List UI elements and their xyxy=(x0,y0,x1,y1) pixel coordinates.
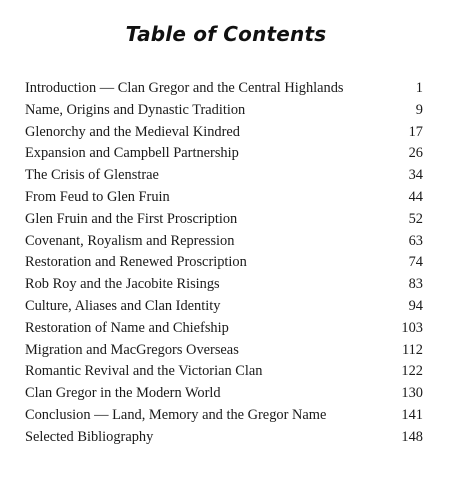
toc-entry-title: Glenorchy and the Medieval Kindred xyxy=(25,123,240,140)
toc-entry-page-number: 17 xyxy=(408,123,423,140)
toc-entry-page-number: 1 xyxy=(415,80,423,96)
toc-entry-title: Migration and MacGregors Overseas xyxy=(25,341,239,358)
toc-entry[interactable] xyxy=(25,274,423,296)
toc-entry-page-number: 83 xyxy=(408,276,423,293)
toc-entry[interactable] xyxy=(25,296,423,318)
toc-entry[interactable] xyxy=(25,405,423,427)
toc-entry[interactable] xyxy=(25,252,423,274)
toc-entry-title: From Feud to Glen Fruin xyxy=(25,188,170,205)
toc-entry-page-number: 130 xyxy=(401,385,423,402)
toc-entry[interactable] xyxy=(25,318,423,340)
toc-entry[interactable] xyxy=(25,122,423,144)
toc-entry-page-number: 34 xyxy=(408,167,423,184)
toc-entry[interactable] xyxy=(25,340,423,362)
toc-entry-title: Conclusion — Land, Memory and the Gregor Name xyxy=(25,406,327,423)
toc-entry-page-number: 52 xyxy=(408,210,423,227)
toc-entry-page-number: 94 xyxy=(408,297,423,314)
toc-entry-title: Clan Gregor in the Modern World xyxy=(25,385,221,402)
toc-entry[interactable] xyxy=(25,143,423,165)
toc-entry-page-number: 44 xyxy=(408,188,423,205)
toc-entry-page-number: 9 xyxy=(415,101,423,118)
toc-entry[interactable] xyxy=(25,361,423,383)
toc-entry-title: Rob Roy and the Jacobite Risings xyxy=(25,276,220,293)
toc-entry-title: Culture, Aliases and Clan Identity xyxy=(25,297,221,314)
toc-heading: Table of Contents xyxy=(125,22,327,46)
toc-entry[interactable] xyxy=(25,78,423,100)
toc-entry-page-number: 74 xyxy=(408,254,423,271)
toc-list xyxy=(25,78,423,449)
toc-entry-title: The Crisis of Glenstrae xyxy=(25,167,159,184)
toc-entry-title: Glen Fruin and the First Proscription xyxy=(25,210,238,227)
toc-entry-title: Restoration and Renewed Proscription xyxy=(25,254,247,271)
toc-entry-page-number: 122 xyxy=(401,363,423,380)
toc-entry[interactable] xyxy=(25,187,423,209)
toc-entry-page-number: 141 xyxy=(401,406,423,423)
toc-entry-title: Introduction — Clan Gregor and the Central Highlands xyxy=(25,80,344,96)
toc-entry-page-number: 112 xyxy=(401,341,423,358)
toc-entry-page-number: 148 xyxy=(401,428,423,445)
toc-entry-page-number: 26 xyxy=(408,145,423,162)
toc-entry-title: Name, Origins and Dynastic Tradition xyxy=(25,101,246,118)
toc-entry-title: Romantic Revival and the Victorian Clan xyxy=(25,363,263,380)
toc-entry-page-number: 63 xyxy=(408,232,423,249)
toc-entry[interactable] xyxy=(25,231,423,253)
toc-entry-title: Restoration of Name and Chiefship xyxy=(25,319,229,336)
toc-entry-title: Covenant, Royalism and Repression xyxy=(25,232,235,249)
toc-entry[interactable] xyxy=(25,100,423,122)
toc-entry[interactable] xyxy=(25,427,423,449)
toc-entry[interactable] xyxy=(25,165,423,187)
toc-entry[interactable] xyxy=(25,383,423,405)
toc-entry-title: Selected Bibliography xyxy=(25,428,154,445)
toc-entry[interactable] xyxy=(25,209,423,231)
toc-entry-page-number: 103 xyxy=(401,319,423,336)
toc-entry-title: Expansion and Campbell Partnership xyxy=(25,145,239,162)
